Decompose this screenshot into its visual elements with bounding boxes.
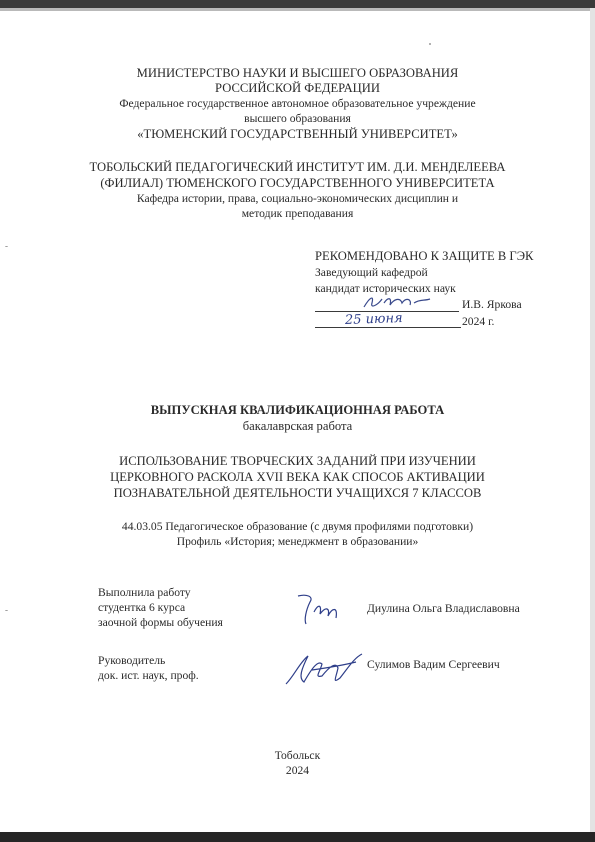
approval-name: И.В. Яркова — [462, 298, 522, 311]
approval-year: 2024 г. — [462, 315, 495, 328]
approval-role: Заведующий кафедрой — [315, 266, 428, 279]
student-label-2: студентка 6 курса — [98, 601, 186, 614]
approval-degree: кандидат исторических наук — [315, 282, 456, 295]
study-profile: Профиль «История; менеджмент в образовании» — [176, 535, 419, 548]
student-name: Диулина Ольга Владиславовна — [367, 602, 520, 615]
scan-edge-top — [0, 0, 595, 8]
department-line-1: Кафедра истории, права, социально-экономических дисциплин и — [136, 192, 459, 205]
ministry-line-3: Федеральное государственное автономное образовательное учреждение — [119, 97, 476, 110]
work-type: ВЫПУСКНАЯ КВАЛИФИКАЦИОННАЯ РАБОТА — [150, 403, 445, 417]
ministry-line-4: высшего образования — [244, 112, 351, 125]
supervisor-signature — [282, 648, 366, 692]
thesis-title-line-2: ЦЕРКОВНОГО РАСКОЛА XVII ВЕКА КАК СПОСОБ АКТИВАЦИИ — [110, 470, 485, 484]
student-label-1: Выполнила работу — [98, 586, 191, 599]
approval-title: РЕКОМЕНДОВАНО К ЗАЩИТЕ В ГЭК — [315, 249, 534, 263]
department-line-2: методик преподавания — [241, 207, 354, 220]
scan-speck — [5, 610, 8, 611]
footer-year: 2024 — [285, 764, 310, 777]
approval-date-line — [315, 327, 461, 328]
work-subtype: бакалаврская работа — [242, 419, 353, 433]
thesis-title-line-3: ПОЗНАВАТЕЛЬНОЙ ДЕЯТЕЛЬНОСТИ УЧАЩИХСЯ 7 КЛАССОВ — [113, 486, 482, 500]
footer-city: Тобольск — [274, 749, 321, 762]
thesis-title-line-1: ИСПОЛЬЗОВАНИЕ ТВОРЧЕСКИХ ЗАДАНИЙ ПРИ ИЗУЧЕНИИ — [119, 454, 476, 468]
student-signature — [292, 590, 352, 630]
supervisor-label-2: док. ист. наук, проф. — [98, 669, 199, 682]
institute-line-2: (ФИЛИАЛ) ТЮМЕНСКОГО ГОСУДАРСТВЕННОГО УНИВЕРСИТЕТА — [100, 176, 495, 190]
institute-line-1: ТОБОЛЬСКИЙ ПЕДАГОГИЧЕСКИЙ ИНСТИТУТ ИМ. Д.И. МЕНДЕЛЕЕВА — [89, 160, 506, 174]
supervisor-name: Сулимов Вадим Сергеевич — [367, 658, 500, 671]
study-direction: 44.03.05 Педагогическое образование (с двумя профилями подготовки) — [121, 520, 474, 533]
ministry-line-1: МИНИСТЕРСТВО НАУКИ И ВЫСШЕГО ОБРАЗОВАНИЯ — [136, 66, 459, 80]
scan-speck — [429, 43, 431, 45]
student-label-3: заочной формы обучения — [98, 616, 223, 629]
university-name: «ТЮМЕНСКИЙ ГОСУДАРСТВЕННЫЙ УНИВЕРСИТЕТ» — [137, 127, 458, 141]
scan-edge-top-shadow — [0, 8, 595, 11]
scan-edge-bottom — [0, 832, 595, 842]
scan-speck — [5, 246, 8, 247]
handwritten-date: 25 июня — [344, 310, 403, 329]
supervisor-label-1: Руководитель — [98, 654, 166, 667]
ministry-line-2: РОССИЙСКОЙ ФЕДЕРАЦИИ — [215, 81, 380, 95]
head-signature — [360, 291, 440, 313]
